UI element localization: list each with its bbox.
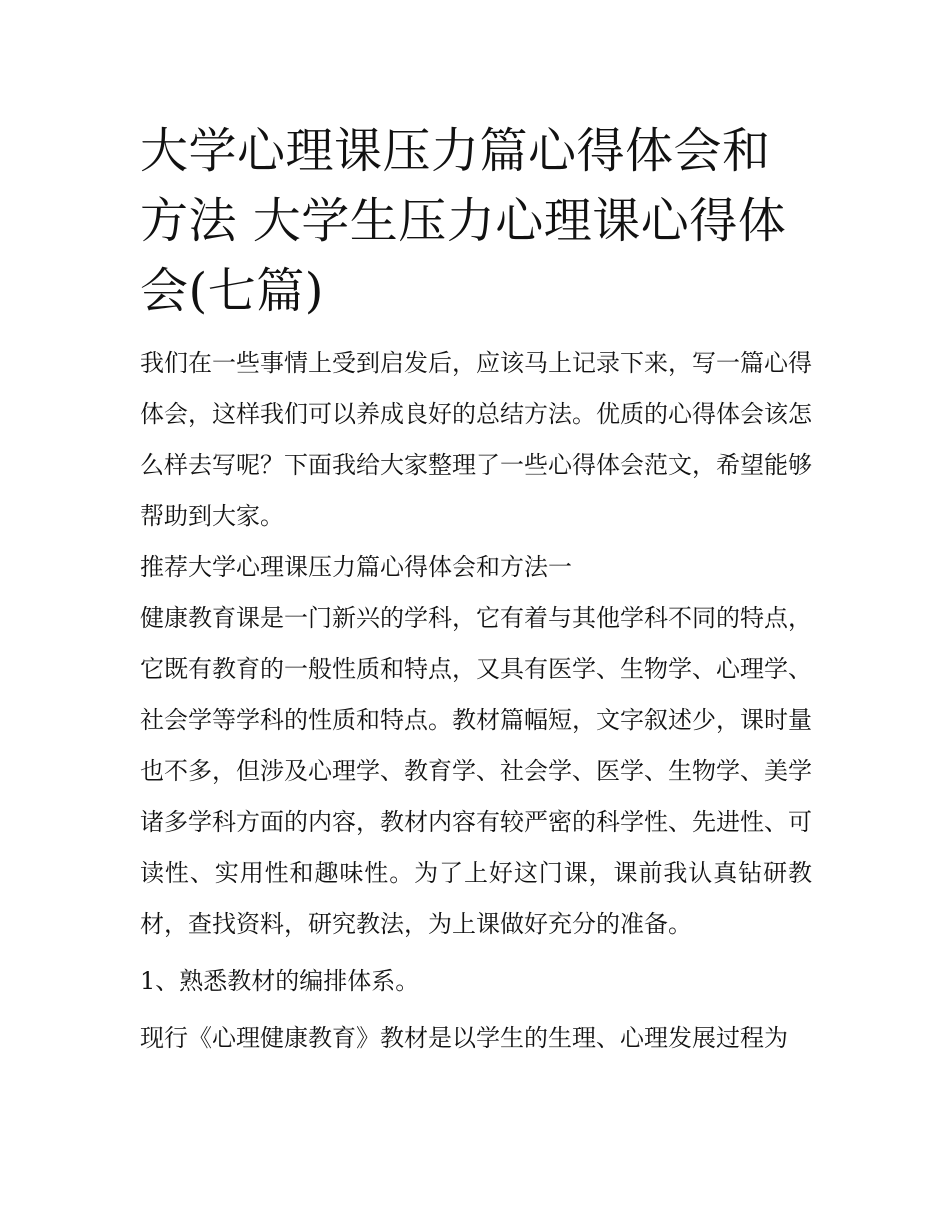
list-item: 1、熟悉教材的编排体系。 xyxy=(140,967,420,995)
document-body xyxy=(140,116,812,1064)
document-title: 大学心理课压力篇心得体会和方法 大学生压力心理课心得体会(七篇) xyxy=(140,123,787,319)
body-paragraph-2: 现行《心理健康教育》教材是以学生的生理、心理发展过程为 xyxy=(140,1024,788,1052)
section-heading: 推荐大学心理课压力篇心得体会和方法一 xyxy=(140,553,572,581)
body-paragraph-1: 健康教育课是一门新兴的学科，它有着与其他学科不同的特点，它既有教育的一般性质和特点，又具有医学、生物学、心理学、社会学等学科的性质和特点。教材篇幅短，文字叙述少，课时量也不多，但涉及心理学、教育学、社会学、医学、生物学、美学诸多学科方面的内容，教材内容有较严密的科学性、先进性、可读性、实用性和趣味性。为了上好这门课，课前我认真钻研教材，查找资料，研究教法，为上课做好充分的准备。 xyxy=(140,604,812,938)
intro-paragraph: 我们在一些事情上受到启发后，应该马上记录下来，写一篇心得体会，这样我们可以养成良好的总结方法。优质的心得体会该怎么样去写呢？下面我给大家整理了一些心得体会范文，希望能够帮助到大家。 xyxy=(140,349,812,530)
